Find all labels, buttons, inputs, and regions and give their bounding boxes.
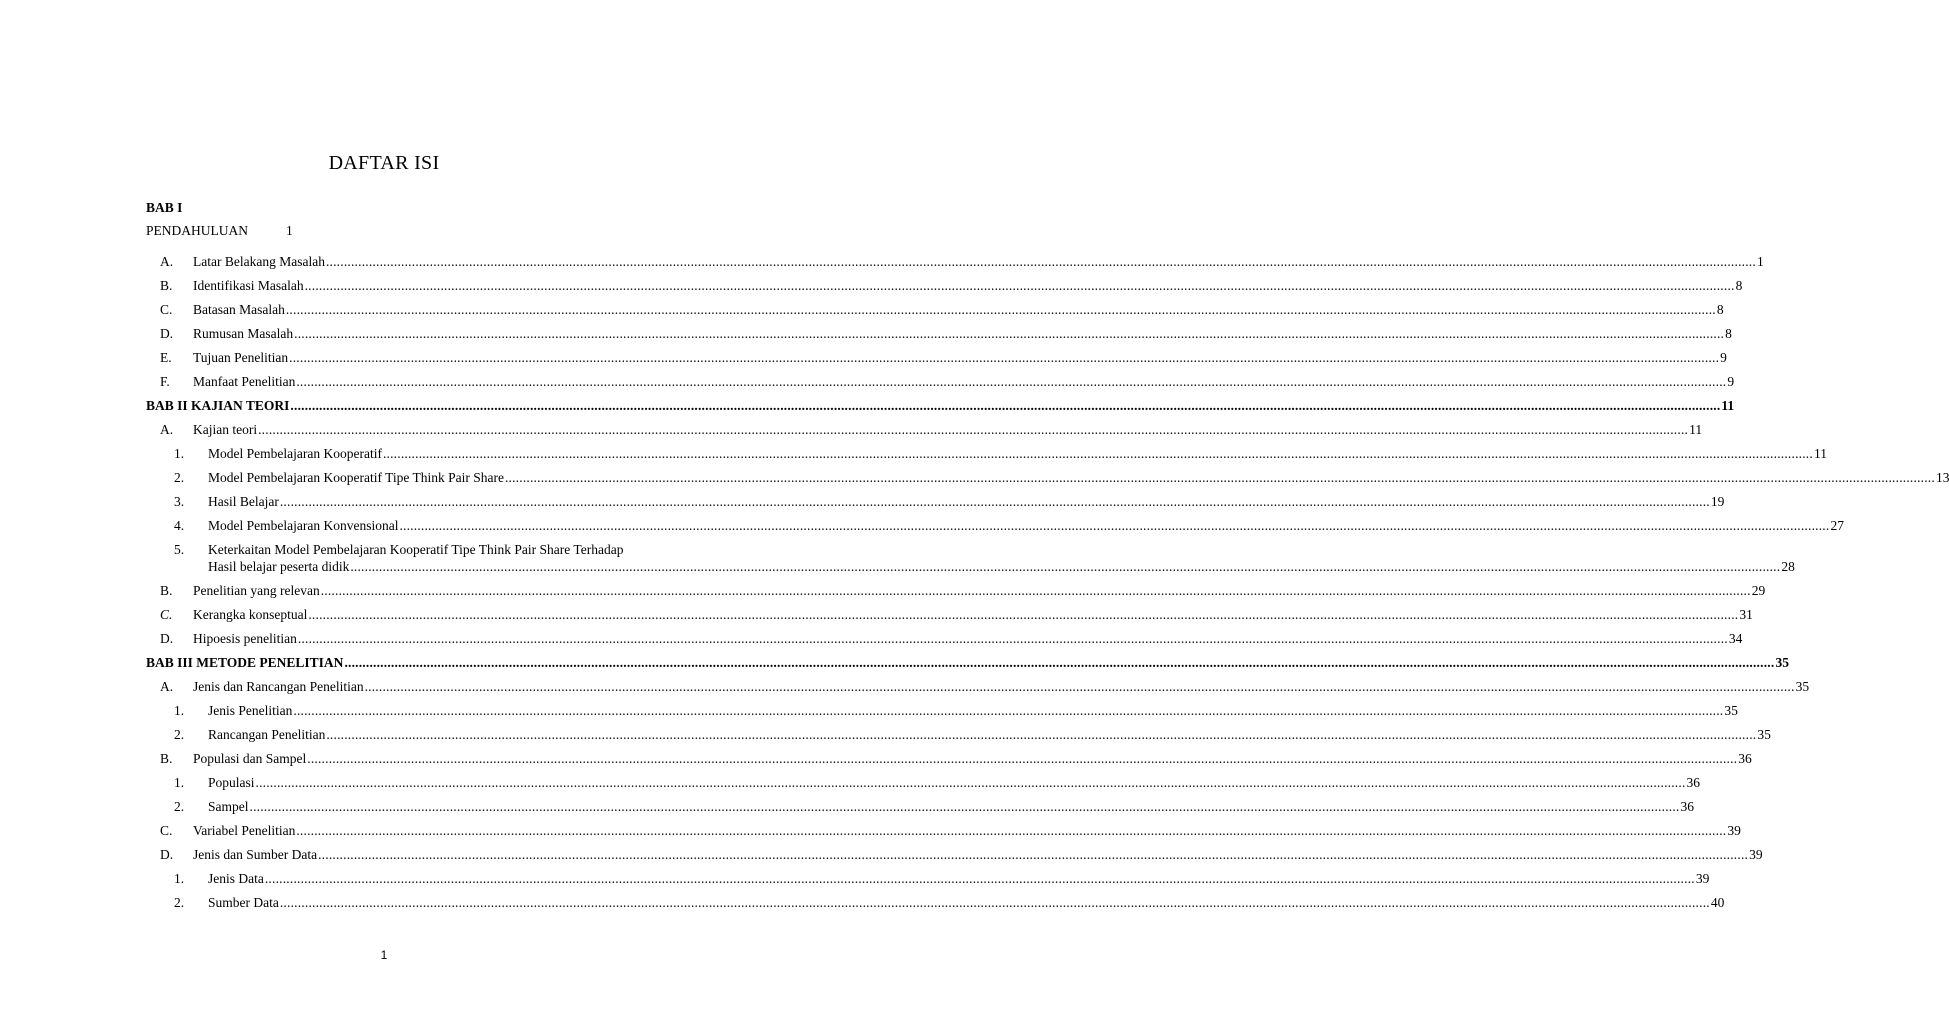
toc-entry-page: 35 bbox=[1757, 727, 1771, 742]
toc-entry-label: C. bbox=[160, 823, 173, 838]
toc-entry bbox=[174, 517, 1844, 534]
toc-entry-label: B. bbox=[160, 751, 173, 766]
toc-entry-page: 8 bbox=[1735, 278, 1743, 293]
toc-entry-page: 28 bbox=[1781, 559, 1795, 574]
toc-entry bbox=[160, 277, 1743, 294]
toc-entry-text: Rumusan Masalah bbox=[193, 326, 294, 341]
toc-leader-dots: ................................................................................................................................................................................................................................................................................................................................................................................................................ bbox=[296, 823, 1727, 838]
toc-entry bbox=[160, 349, 1727, 366]
toc-leader-dots: ................................................................................................................................................................................................................................................................................................................................................................................................................ bbox=[350, 559, 1781, 574]
toc-leader-dots: ................................................................................................................................................................................................................................................................................................................................................................................................................ bbox=[504, 470, 1935, 485]
toc-entry-text: Variabel Penelitian bbox=[193, 823, 296, 838]
toc-entry-text: Sampel bbox=[208, 799, 249, 814]
toc-entry-text: Hipoesis penelitian bbox=[193, 631, 297, 646]
toc-entry-page: 35 bbox=[1775, 655, 1789, 670]
toc-entry-text: Model Pembelajaran Kooperatif Tipe Think Pair Share bbox=[208, 470, 504, 485]
toc-leader-dots: ................................................................................................................................................................................................................................................................................................................................................................................................................ bbox=[279, 494, 1710, 509]
toc-entry-label: 2. bbox=[174, 799, 185, 814]
toc-entry-text: Jenis dan Sumber Data bbox=[193, 847, 318, 862]
toc-entry-page: 8 bbox=[1725, 326, 1732, 341]
toc-leader-dots: ................................................................................................................................................................................................................................................................................................................................................................................................................ bbox=[285, 302, 1716, 317]
toc-entry bbox=[174, 870, 1710, 887]
pendahuluan-page: 1 bbox=[286, 223, 293, 238]
toc-entry-continuation bbox=[208, 558, 1795, 575]
toc-entry-page: 34 bbox=[1728, 631, 1743, 646]
toc-entry bbox=[174, 702, 1738, 719]
toc-entry bbox=[160, 253, 1764, 270]
toc-entry-page: 11 bbox=[1689, 422, 1703, 437]
toc-entry-label: B. bbox=[160, 583, 173, 598]
toc-leader-dots: ................................................................................................................................................................................................................................................................................................................................................................................................................ bbox=[318, 847, 1749, 862]
toc-leader-dots: ................................................................................................................................................................................................................................................................................................................................................................................................................ bbox=[399, 518, 1830, 533]
toc-entry-text: Populasi bbox=[208, 775, 255, 790]
toc-entry-page: 19 bbox=[1710, 494, 1725, 509]
toc-entry-page: 40 bbox=[1710, 895, 1725, 910]
toc-leader-dots: ................................................................................................................................................................................................................................................................................................................................................................................................................ bbox=[255, 775, 1686, 790]
toc-chapter-entry bbox=[146, 397, 1735, 414]
toc-entry-text: Hasil belajar peserta didik bbox=[208, 559, 350, 574]
toc-entry bbox=[174, 726, 1771, 743]
toc-entry-label: 2. bbox=[174, 470, 185, 485]
toc-entry-page: 36 bbox=[1680, 799, 1694, 814]
toc-leader-dots: ................................................................................................................................................................................................................................................................................................................................................................................................................ bbox=[296, 374, 1727, 389]
toc-entry-page: 9 bbox=[1727, 374, 1735, 389]
toc-entry-text: Model Pembelajaran Kooperatif bbox=[208, 446, 382, 461]
toc-leader-dots: ................................................................................................................................................................................................................................................................................................................................................................................................................ bbox=[382, 446, 1813, 461]
toc-entry-page: 36 bbox=[1686, 775, 1701, 790]
toc-entry-label: 2. bbox=[174, 895, 185, 910]
toc-leader-dots: ................................................................................................................................................................................................................................................................................................................................................................................................................ bbox=[307, 751, 1738, 766]
toc-entry-text: Manfaat Penelitian bbox=[193, 374, 296, 389]
toc-entry-page: 36 bbox=[1738, 751, 1752, 766]
toc-entry bbox=[174, 445, 1827, 462]
toc-entry-page: 1 bbox=[1756, 254, 1764, 269]
toc-entry-label: A. bbox=[160, 254, 174, 269]
toc-entry-text: Kajian teori bbox=[193, 422, 258, 437]
toc-entry-label: C. bbox=[160, 302, 173, 317]
toc-entry-label: 1. bbox=[174, 446, 185, 461]
toc-entry-label: 2. bbox=[174, 727, 185, 742]
toc-leader-dots: ................................................................................................................................................................................................................................................................................................................................................................................................................ bbox=[258, 422, 1689, 437]
toc-leader-dots: ................................................................................................................................................................................................................................................................................................................................................................................................................ bbox=[326, 727, 1757, 742]
toc-entry bbox=[160, 582, 1766, 599]
toc-leader-dots: ................................................................................................................................................................................................................................................................................................................................................................................................................ bbox=[279, 895, 1710, 910]
toc-entry-page: 39 bbox=[1727, 823, 1741, 838]
toc-leader-dots: ................................................................................................................................................................................................................................................................................................................................................................................................................ bbox=[297, 631, 1728, 646]
toc-entry bbox=[160, 846, 1763, 863]
toc-leader-dots: ................................................................................................................................................................................................................................................................................................................................................................................................................ bbox=[249, 799, 1680, 814]
toc-entry-label: 5. bbox=[174, 542, 185, 557]
toc-entry-text: Keterkaitan Model Pembelajaran Kooperatif Tipe Think Pair Share Terhadap bbox=[208, 542, 624, 557]
toc-leader-dots: ................................................................................................................................................................................................................................................................................................................................................................................................................ bbox=[294, 326, 1725, 341]
toc-entry-text: Tujuan Penelitian bbox=[193, 350, 289, 365]
toc-entry-page: 11 bbox=[1813, 446, 1827, 461]
toc-entry-label: 1. bbox=[174, 871, 185, 886]
toc-entry-page: 31 bbox=[1739, 607, 1753, 622]
toc-entry-page: 9 bbox=[1720, 350, 1727, 365]
toc-entry-text: BAB II KAJIAN TEORI bbox=[146, 398, 290, 413]
toc-entry bbox=[160, 301, 1724, 318]
toc-chapter-entry bbox=[146, 654, 1789, 671]
pendahuluan-text: PENDAHULUAN bbox=[146, 223, 248, 238]
toc-entry-label: 4. bbox=[174, 518, 185, 533]
toc-entry bbox=[174, 798, 1694, 815]
toc-entry-page: 13 bbox=[1935, 470, 1949, 485]
page-number: 1 bbox=[380, 948, 388, 962]
toc-entry-text: BAB III METODE PENELITIAN bbox=[146, 655, 344, 670]
toc-leader-dots: ................................................................................................................................................................................................................................................................................................................................................................................................................ bbox=[289, 350, 1720, 365]
toc-entry-page: 35 bbox=[1795, 679, 1810, 694]
toc-entry-page: 29 bbox=[1751, 583, 1766, 598]
toc-entry-text: Jenis Data bbox=[208, 871, 264, 886]
toc-entry-page: 39 bbox=[1749, 847, 1763, 862]
toc-entry-label: E. bbox=[160, 350, 172, 365]
toc-entry bbox=[174, 469, 1949, 486]
pendahuluan-line bbox=[146, 223, 293, 239]
toc-entry bbox=[174, 493, 1725, 510]
toc-entry-text: Identifikasi Masalah bbox=[193, 278, 304, 293]
toc-leader-dots: ................................................................................................................................................................................................................................................................................................................................................................................................................ bbox=[320, 583, 1751, 598]
page-title: DAFTAR ISI bbox=[328, 152, 440, 174]
toc-leader-dots: ................................................................................................................................................................................................................................................................................................................................................................................................................ bbox=[308, 607, 1739, 622]
toc-entry-page: 8 bbox=[1716, 302, 1724, 317]
toc-entry bbox=[160, 325, 1732, 342]
toc-entry bbox=[160, 822, 1741, 839]
toc-entry-text: Latar Belakang Masalah bbox=[193, 254, 325, 269]
toc-entry-label: B. bbox=[160, 278, 173, 293]
toc-entry-text: Penelitian yang relevan bbox=[193, 583, 320, 598]
toc-leader-dots: ................................................................................................................................................................................................................................................................................................................................................................................................................ bbox=[364, 679, 1795, 694]
toc-entry-label: C. bbox=[160, 607, 173, 622]
toc-entry bbox=[160, 630, 1743, 647]
toc-entry-text: Sumber Data bbox=[208, 895, 279, 910]
toc-entry-label: 1. bbox=[174, 775, 185, 790]
toc-entry-label: F. bbox=[160, 374, 170, 389]
toc-leader-dots: ................................................................................................................................................................................................................................................................................................................................................................................................................ bbox=[304, 278, 1735, 293]
toc-entry bbox=[160, 373, 1735, 390]
toc-entry-page: 35 bbox=[1724, 703, 1738, 718]
toc-leader-dots: ................................................................................................................................................................................................................................................................................................................................................................................................................ bbox=[264, 871, 1695, 886]
toc-entry-label: D. bbox=[160, 631, 174, 646]
toc-entry-page: 11 bbox=[1721, 398, 1735, 413]
toc-entry-text: Batasan Masalah bbox=[193, 302, 285, 317]
toc-entry bbox=[174, 894, 1725, 911]
toc-entry-text: Rancangan Penelitian bbox=[208, 727, 326, 742]
toc-entry bbox=[160, 606, 1753, 623]
toc-entry-text: Model Pembelajaran Konvensional bbox=[208, 518, 399, 533]
toc-entry-label: 3. bbox=[174, 494, 185, 509]
toc-entry-label: 1. bbox=[174, 703, 185, 718]
toc-entry bbox=[174, 541, 658, 558]
toc-entry bbox=[160, 750, 1752, 767]
toc-entry-label: D. bbox=[160, 326, 174, 341]
toc-entry-text: Hasil Belajar bbox=[208, 494, 279, 509]
toc-entry-text: Populasi dan Sampel bbox=[193, 751, 307, 766]
chapter-heading-bab1: BAB I bbox=[146, 200, 183, 215]
toc-entry-text: Kerangka konseptual bbox=[193, 607, 308, 622]
toc-leader-dots: ................................................................................................................................................................................................................................................................................................................................................................................................................ bbox=[293, 703, 1724, 718]
toc-entry-page: 27 bbox=[1830, 518, 1844, 533]
toc-leader-dots: ................................................................................................................................................................................................................................................................................................................................................................................................................ bbox=[290, 398, 1721, 413]
toc-entry-text: Jenis dan Rancangan Penelitian bbox=[193, 679, 364, 694]
toc-entry-label: A. bbox=[160, 679, 174, 694]
toc-entry-page: 39 bbox=[1695, 871, 1710, 886]
toc-entry bbox=[160, 421, 1703, 438]
toc-leader-dots: ................................................................................................................................................................................................................................................................................................................................................................................................................ bbox=[344, 655, 1775, 670]
toc-entry bbox=[174, 774, 1701, 791]
toc-entry bbox=[160, 678, 1810, 695]
toc-entry-label: D. bbox=[160, 847, 174, 862]
toc-leader-dots: ................................................................................................................................................................................................................................................................................................................................................................................................................ bbox=[325, 254, 1756, 269]
toc-entry-text: Jenis Penelitian bbox=[208, 703, 293, 718]
toc-entry-label: A. bbox=[160, 422, 174, 437]
